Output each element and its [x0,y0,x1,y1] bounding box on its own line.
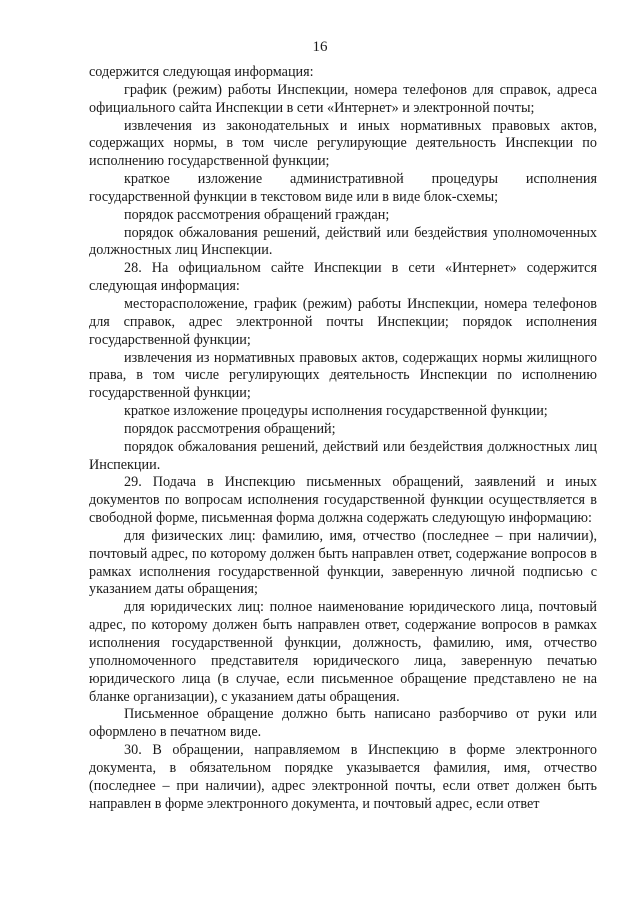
paragraph: порядок рассмотрения обращений граждан; [124,206,390,223]
paragraph: график (режим) работы Инспекции, номера телефонов для справок, адреса официального сайта Инспекции в сети «Интернет» и электронной почты; [89,81,597,116]
paragraph: содержится следующая информация: [89,64,314,80]
paragraph: краткое изложение административной процедуры исполнения государственной функции в текстовом виде или в виде блок-схемы; [89,171,597,205]
page-number: 16 [312,39,328,55]
paragraph: порядок обжалования решений, действий или бездействия уполномоченных должностных лиц Инспекции. [89,224,597,259]
paragraph: 29. Подача в Инспекцию письменных обращений, заявлений и иных документов по вопросам исполнения государственной функции осуществляется в свободной форме, письменная форма должна содержать следующую информацию: [89,474,597,527]
paragraph: Письменное обращение должно быть написано разборчиво от руки или оформлено в печатном виде. [89,706,597,741]
paragraph: месторасположение, график (режим) работы Инспекции, номера телефонов для справок, адрес электронной почты Инспекции; порядок исполнения государственной функции; [89,295,597,348]
paragraph: 28. На официальном сайте Инспекции в сети «Интернет» содержится следующая информация: [89,260,597,295]
paragraph: 30. В обращении, направляемом в Инспекцию в форме электронного документа, в обязательном порядке указывается фамилия, имя, отчество (последнее – при наличии), адрес электронной почты, если ответ должен быть направлен в форме электронного документа, и почтовый адрес, если ответ [89,742,597,812]
paragraph: порядок рассмотрения обращений; [124,420,336,437]
paragraph: для юридических лиц: полное наименование юридического лица, почтовый адрес, по которому должен быть направлен ответ, содержание вопросов в рамках исполнения государственной функции, должность, фамилию, имя, отчество уполномоченного представителя юридического лица, заверенную печатью юридического лица (в случае, если письменное обращение представлено не на бланке организации), с указанием даты обращения. [89,599,597,705]
paragraph: краткое изложение процедуры исполнения государственной функции; [124,403,548,420]
paragraph: порядок обжалования решений, действий или бездействия должностных лиц Инспекции. [89,438,597,473]
paragraph: для физических лиц: фамилию, имя, отчество (последнее – при наличии), почтовый адрес, по которому должен быть направлен ответ, содержание вопросов в рамках исполнения государственной функции, заверенную личной подписью с указанием даты обращения; [89,527,597,598]
paragraph: извлечения из законодательных и иных нормативных правовых актов, содержащих нормы, в том числе регулирующие деятельность Инспекции по исполнению государственной функции; [89,117,597,170]
document-body [89,64,597,813]
paragraph: извлечения из нормативных правовых актов, содержащих нормы жилищного права, в том числе регулирующих деятельность Инспекции по исполнению государственной функции; [89,349,597,402]
